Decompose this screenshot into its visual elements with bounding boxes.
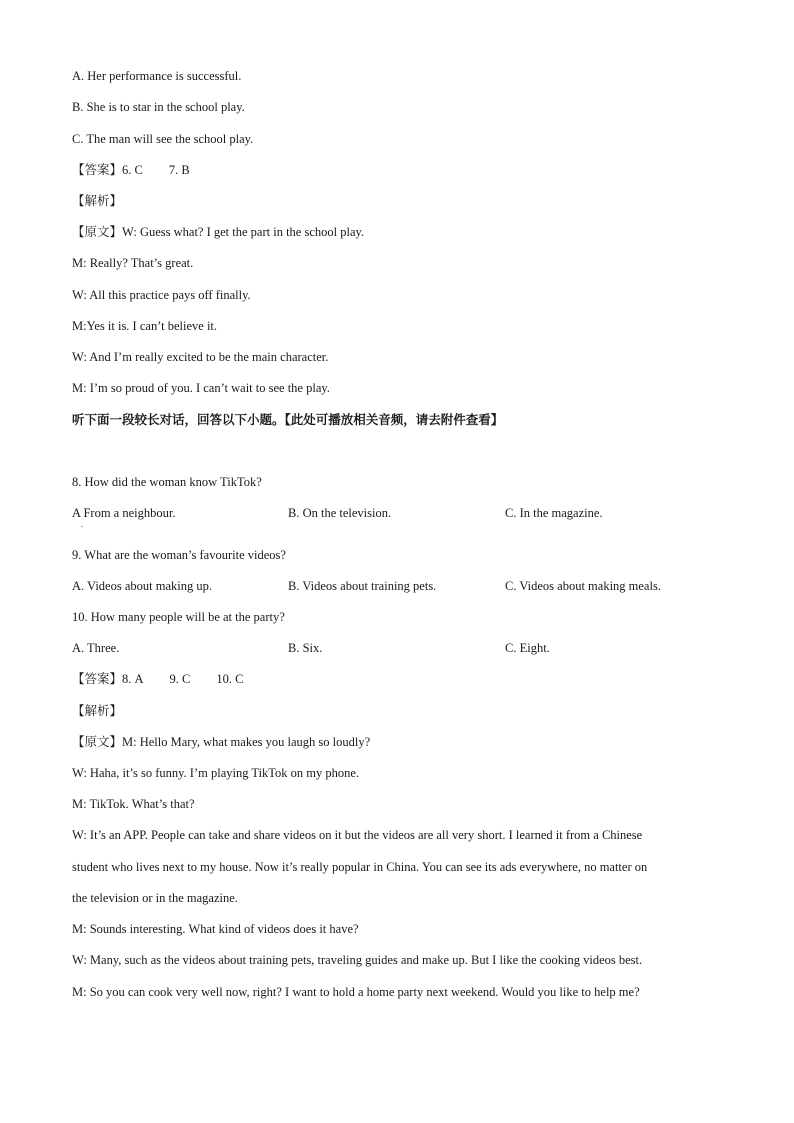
answer-6: 6. C xyxy=(122,163,143,177)
transcript-tag: 【原文】 xyxy=(72,224,123,239)
transcript-tag: 【原文】 xyxy=(72,734,123,749)
question-9-stem: 9. What are the woman’s favourite videos? xyxy=(72,548,286,562)
answer-9: 9. C xyxy=(169,672,191,686)
transcript-2-line-1: W: Haha, it’s so funny. I’m playing TikTok on my phone. xyxy=(72,766,360,780)
q7-option-a: A. Her performance is successful. xyxy=(72,69,242,83)
transcript-text: M: Hello Mary, what makes you laugh so loudly? xyxy=(122,735,371,749)
question-9-option-b: B. Videos about training pets. xyxy=(288,579,437,593)
transcript-1-line-5: M: I’m so proud of you. I can’t wait to see the play. xyxy=(72,381,330,395)
transcript-2-line-3: W: It’s an APP. People can take and share videos on it but the videos are all very short. I learned it from a Chinese xyxy=(72,828,643,842)
question-10-option-a: A. Three. xyxy=(72,641,120,655)
q7-option-b: B. She is to star in the school play. xyxy=(72,100,245,114)
question-8-option-c: C. In the magazine. xyxy=(505,506,603,520)
question-10-option-b: B. Six. xyxy=(288,641,323,655)
answer-line-2 xyxy=(72,671,243,687)
question-8-option-a: A From a neighbour. xyxy=(72,506,176,520)
answer-8: 8. A xyxy=(122,672,144,686)
answer-7: 7. B xyxy=(168,163,190,177)
transcript-text: W: Guess what? I get the part in the school play. xyxy=(122,225,365,239)
transcript-1-line-2: W: All this practice pays off finally. xyxy=(72,288,251,302)
transcript-2-line-8: M: So you can cook very well now, right? I want to hold a home party next weekend. Would you like to help me? xyxy=(72,985,640,999)
question-8-stem: 8. How did the woman know TikTok? xyxy=(72,475,262,489)
transcript-1-line-3: M:Yes it is. I can’t believe it. xyxy=(72,319,218,333)
listening-instruction: 听下面一段较长对话，回答以下小题。【此处可播放相关音频，请去附件查看】 xyxy=(72,412,504,427)
transcript-2-line-0 xyxy=(72,734,370,750)
answer-tag: 【答案】 xyxy=(72,671,123,686)
transcript-1-line-1: M: Really? That’s great. xyxy=(72,256,194,270)
transcript-2-line-5: the television or in the magazine. xyxy=(72,891,238,905)
question-10-option-c: C. Eight. xyxy=(505,641,550,655)
answer-10: 10. C xyxy=(216,672,244,686)
question-9-option-c: C. Videos about making meals. xyxy=(505,579,661,593)
question-8-option-b: B. On the television. xyxy=(288,506,392,520)
analysis-tag-1: 【解析】 xyxy=(72,193,123,208)
answer-tag: 【答案】 xyxy=(72,162,123,177)
transcript-1-line-4: W: And I’m really excited to be the main character. xyxy=(72,350,329,364)
analysis-tag-2: 【解析】 xyxy=(72,703,123,718)
stray-mark: . xyxy=(81,520,83,529)
transcript-2-line-7: W: Many, such as the videos about training pets, traveling guides and make up. But I like the cooking videos best. xyxy=(72,953,643,967)
transcript-2-line-4: student who lives next to my house. Now it’s really popular in China. You can see its ads everywhere, no matter on xyxy=(72,860,648,874)
transcript-2-line-6: M: Sounds interesting. What kind of videos does it have? xyxy=(72,922,359,936)
transcript-2-line-2: M: TikTok. What’s that? xyxy=(72,797,195,811)
answer-line-1 xyxy=(72,162,190,178)
transcript-1-line-0 xyxy=(72,224,364,240)
question-9-option-a: A. Videos about making up. xyxy=(72,579,212,593)
q7-option-c: C. The man will see the school play. xyxy=(72,132,254,146)
question-10-stem: 10. How many people will be at the party? xyxy=(72,610,285,624)
